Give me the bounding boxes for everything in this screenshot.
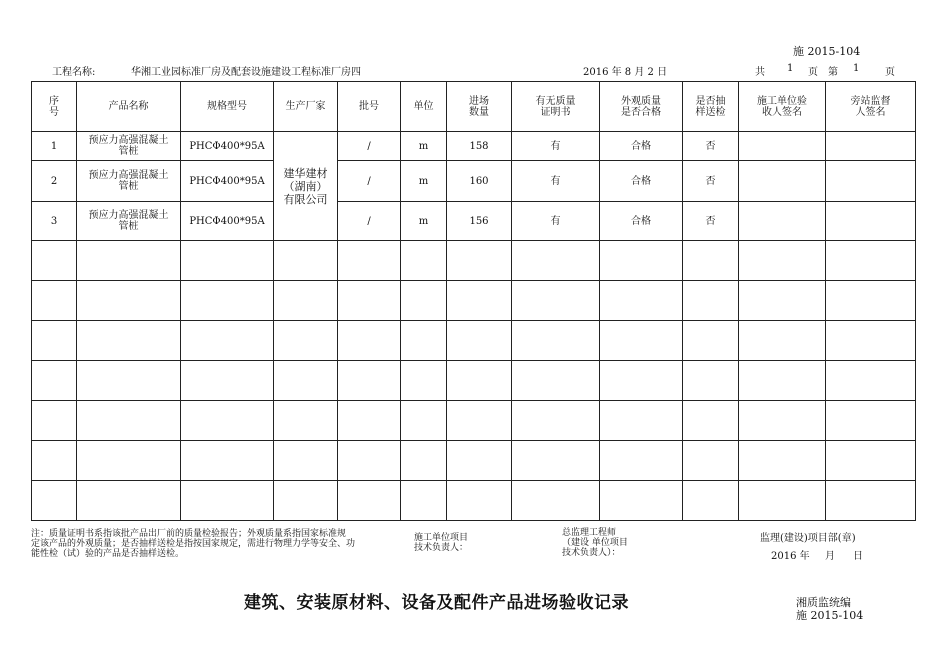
note-line: 注：质量证明书系指该批产品出厂前的质量检验报告；外观质量系指国家标准规 xyxy=(31,529,347,539)
cell-appearance: 合格 xyxy=(600,161,683,202)
cell-spec: PHCΦ400*95A xyxy=(181,161,274,202)
document-title: 建筑、安装原材料、设备及配件产品进场验收记录 xyxy=(244,593,629,613)
project-label: 工程名称: xyxy=(52,67,96,78)
cell-sample: 否 xyxy=(683,161,739,202)
col-supervisor-sign: 旁站监督人签名 xyxy=(826,82,916,132)
col-contractor-sign: 施工单位验收人签名 xyxy=(739,82,826,132)
cell-product: 预应力高强混凝土管桩 xyxy=(77,132,181,161)
cell-appearance: 合格 xyxy=(600,202,683,241)
project-name: 华湘工业园标准厂房及配套设施建设工程标准厂房四 xyxy=(131,67,361,78)
col-manufacturer: 生产厂家 xyxy=(274,82,338,132)
form-code-top: 施 2015-104 xyxy=(793,45,861,58)
cell-contractor-sign xyxy=(739,202,826,241)
col-no: 序号 xyxy=(32,82,77,132)
table-row xyxy=(32,132,916,161)
cell-sample: 否 xyxy=(683,202,739,241)
table-row-empty xyxy=(32,401,916,441)
cell-qty: 158 xyxy=(447,132,512,161)
page-no-label: 第 xyxy=(828,67,838,78)
table-row-empty xyxy=(32,281,916,321)
supervisor-line-1: 总监理工程师 xyxy=(562,528,617,538)
cell-batch: / xyxy=(338,161,401,202)
cell-appearance: 合格 xyxy=(600,132,683,161)
cell-supervisor-sign xyxy=(826,161,916,202)
cell-contractor-sign xyxy=(739,132,826,161)
footer-notes xyxy=(31,529,355,559)
header-row xyxy=(32,82,916,132)
cell-cert: 有 xyxy=(512,132,600,161)
supervisor-line-3: 技术负责人）： xyxy=(562,548,621,558)
form-code-bottom: 施 2015-104 xyxy=(796,609,864,622)
table-row-empty xyxy=(32,481,916,521)
table-row-empty xyxy=(32,441,916,481)
supervisor-line-2: （建设 单位项目 xyxy=(562,538,628,548)
cell-unit: m xyxy=(401,161,447,202)
cell-product: 预应力高强混凝土管桩 xyxy=(77,161,181,202)
col-unit: 单位 xyxy=(401,82,447,132)
col-cert: 有无质量证明书 xyxy=(512,82,600,132)
cell-manufacturer: 建华建材（湖南）有限公司 xyxy=(274,132,338,241)
cell-unit: m xyxy=(401,132,447,161)
sign-day: 日 xyxy=(853,551,863,562)
col-product: 产品名称 xyxy=(77,82,181,132)
page-no: 1 xyxy=(853,63,860,74)
cell-spec: PHCΦ400*95A xyxy=(181,132,274,161)
page-total-label: 共 xyxy=(755,67,765,78)
table-row-empty xyxy=(32,361,916,401)
page-unit-1: 页 xyxy=(808,67,818,78)
contractor-sign-block xyxy=(414,533,468,553)
table-row-empty xyxy=(32,321,916,361)
acceptance-table xyxy=(31,81,916,521)
col-qty: 进场数量 xyxy=(447,82,512,132)
col-appearance: 外观质量是否合格 xyxy=(600,82,683,132)
cell-batch: / xyxy=(338,202,401,241)
cell-unit: m xyxy=(401,202,447,241)
cell-no: 2 xyxy=(32,161,77,202)
table-row xyxy=(32,161,916,202)
record-date: 2016 年 8 月 2 日 xyxy=(583,67,668,78)
cell-no: 3 xyxy=(32,202,77,241)
compiler-label: 湘质监统编 xyxy=(796,596,851,609)
note-line: 定该产品的外观质量；是否抽样送检是指按国家规定，需进行物理力学等安全、功 xyxy=(31,539,356,549)
sign-month: 月 xyxy=(825,551,835,562)
cell-product: 预应力高强混凝土管桩 xyxy=(77,202,181,241)
cell-cert: 有 xyxy=(512,202,600,241)
dept-stamp-label: 监理(建设)项目部(章) xyxy=(760,533,856,544)
cell-batch: / xyxy=(338,132,401,161)
sign-year: 2016 年 xyxy=(771,551,810,562)
cell-cert: 有 xyxy=(512,161,600,202)
contractor-line-1: 施工单位项目 xyxy=(414,533,469,543)
table-row xyxy=(32,202,916,241)
cell-qty: 156 xyxy=(447,202,512,241)
cell-sample: 否 xyxy=(683,132,739,161)
cell-no: 1 xyxy=(32,132,77,161)
cell-supervisor-sign xyxy=(826,132,916,161)
contractor-line-2: 技术负责人： xyxy=(414,543,469,553)
note-line: 能性检（试）验的产品是否抽样送检。 xyxy=(31,549,185,559)
table-row-empty xyxy=(32,241,916,281)
cell-contractor-sign xyxy=(739,161,826,202)
cell-qty: 160 xyxy=(447,161,512,202)
col-batch: 批号 xyxy=(338,82,401,132)
page-unit-2: 页 xyxy=(885,67,895,78)
cell-supervisor-sign xyxy=(826,202,916,241)
col-spec: 规格型号 xyxy=(181,82,274,132)
col-sample: 是否抽样送检 xyxy=(683,82,739,132)
page-total: 1 xyxy=(787,63,794,74)
cell-spec: PHCΦ400*95A xyxy=(181,202,274,241)
supervisor-sign-block xyxy=(562,528,628,558)
